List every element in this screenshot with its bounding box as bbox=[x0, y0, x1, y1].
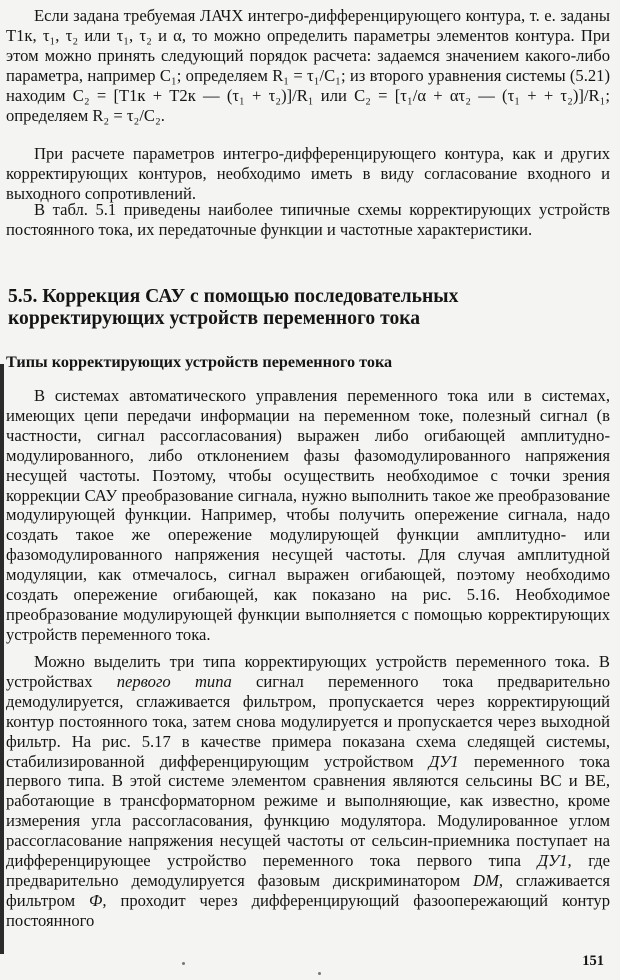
scan-edge-shadow bbox=[0, 364, 4, 954]
text-run: сглаживается фильтром bbox=[6, 870, 611, 910]
page-number: 151 bbox=[582, 953, 604, 969]
emphasis-dm: DM, bbox=[473, 870, 503, 890]
text-run: проходит через дифференцирующий фазоопережающий контур постоянного bbox=[6, 890, 610, 930]
scan-speck bbox=[318, 972, 321, 975]
paragraph-three-types bbox=[6, 652, 610, 931]
emphasis-dy1-second: ДУ1, bbox=[537, 851, 572, 871]
section-title: 5.5. Коррекция САУ с помощью последовательных корректирующих устройств переменного тока bbox=[8, 286, 459, 329]
paragraph-lachh-parameters: Если задана требуемая ЛАЧХ интегро-дифференцирующего контура, т. е. заданы T1к, τ₁, τ₂ или τ₁, τ₂ и α, то можно определить параметры элементов контура. При этом можно принять следующий порядок расчета: задаемся значением какого-либо параметра, например C₁; определяем R₁ = τ₁/C₁; из второго уравнения системы (5.21) находим C₂ = [T1к + T2к — (τ₁ + τ₂)]/R₁ или C₂ = [τ₁/α + ατ₂ — (τ₁ + + τ₂)]/R₁; определяем R₂ = τ₂/C₂. bbox=[6, 6, 610, 125]
text-run: сигнал переменного тока предварительно демодулируется, сглаживается фильтром, пропускается через корректирующий контур постоянного тока, затем снова модулируется и пропускается через выходной фильтр. На рис. 5.17 в качестве примера показана схема следящей системы, стабилизированной дифференцирующим устройством bbox=[6, 671, 610, 771]
emphasis-phi: Ф, bbox=[89, 890, 107, 910]
paragraph-impedance-matching: При расчете параметров интегро-дифференцирующего контура, как и других корректирующих контуров, необходимо иметь в виду согласование входного и выходного сопротивлений. bbox=[6, 144, 610, 203]
subsection-title: Типы корректирующих устройств переменного тока bbox=[6, 353, 393, 371]
emphasis-dy1: ДУ1 bbox=[428, 751, 459, 771]
paragraph-table-reference: В табл. 5.1 приведены наиболее типичные схемы корректирующих устройств постоянного тока, их передаточные функции и частотные характеристики. bbox=[6, 200, 610, 239]
text-run: где предварительно демодулируется фазовым дискриминатором bbox=[6, 851, 610, 890]
emphasis-first-type: первого типа bbox=[116, 671, 232, 691]
paragraph-ac-systems: В системах автоматического управления переменного тока или в системах, имеющих цепи передачи информации на переменном токе, полезный сигнал (в частности, сигнал рассогласования) выражен либо огибающей амплитудно-модулированного, либо отклонением фазы фазомодулированного напряжения несущей частоты. Поэтому, чтобы осуществить необходимое с точки зрения коррекции САУ преобразование сигнала, нужно выполнить такое же преобразование модулирующей функции. Например, чтобы получить опережение сигнала, надо создать такое же опережение модулирующей функции амплитудно- или фазомодулированного напряжения несущей частоты. Для случая амплитудной модуляции, как отмечалось, сигнал выражен огибающей, поэтому необходимо создать опережение огибающей, как показано на рис. 5.16. Необходимое преобразование модулирующей функции выполняется с помощью корректирующих устройств переменного тока. bbox=[6, 386, 610, 644]
text-run: Можно выделить три типа корректирующих устройств переменного тока. В устройствах bbox=[6, 652, 610, 691]
scan-speck bbox=[182, 962, 185, 965]
text-run: переменного тока первого типа. В этой системе элементом сравнения являются сельсины BC и BE, работающие в трансформаторном режиме и выполняющие, как известно, кроме измерения угла рассогласования, функцию модулятора. Модулированное углом рассогласование напряжения несущей частоты от сельсин-приемника поступает на дифференцирующее устройство переменного тока первого типа bbox=[6, 751, 610, 871]
